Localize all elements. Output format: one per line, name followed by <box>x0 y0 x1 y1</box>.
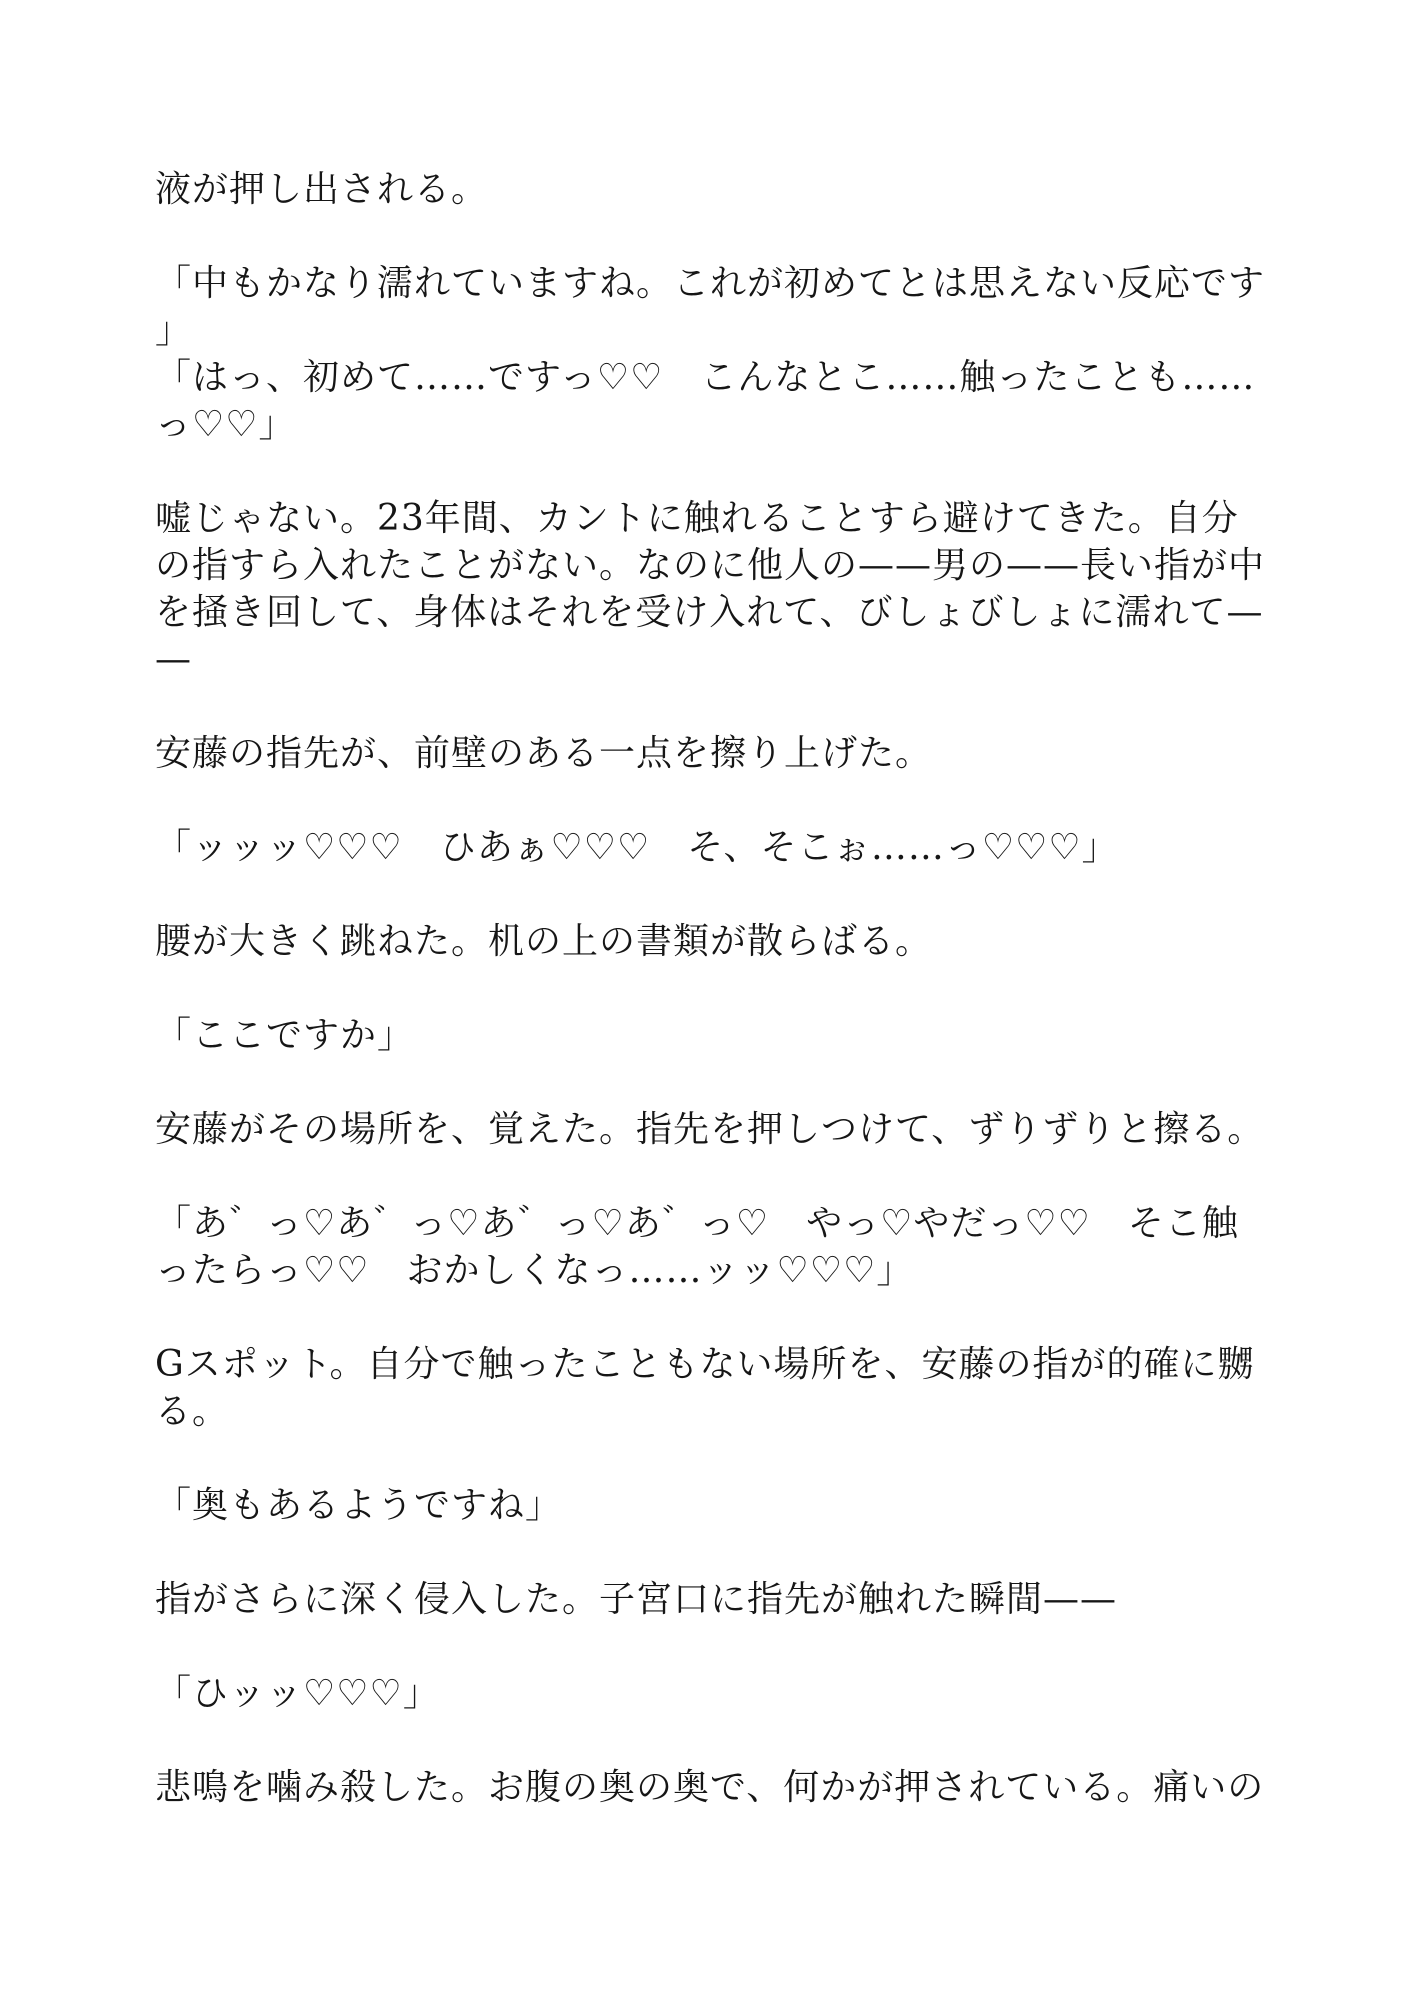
text-line: 安藤の指先が、前壁のある一点を擦り上げた。 <box>155 733 933 774</box>
text-line: 「ひッッ♡♡♡」 <box>155 1673 440 1714</box>
text-line: 「あ゛っ♡あ゛っ♡あ゛っ♡あ゛っ♡ やっ♡やだっ♡♡ そこ触 <box>155 1203 1239 1244</box>
text-line: ったらっ♡♡ おかしくなっ……ッッ♡♡♡」 <box>155 1250 914 1291</box>
text-line: 「ッッッ♡♡♡ ひあぁ♡♡♡ そ、そこぉ……っ♡♡♡」 <box>155 827 1119 868</box>
text-line: 」 <box>155 310 193 351</box>
paragraph-block <box>155 166 1265 213</box>
paragraph-block <box>155 260 1265 448</box>
paragraph-block <box>155 730 1265 777</box>
paragraph-block <box>155 824 1265 871</box>
text-line: 「はっ、初めて……ですっ♡♡ こんなとこ……触ったことも…… <box>155 357 1256 398</box>
text-line: 液が押し出される。 <box>155 169 489 210</box>
paragraph-block <box>155 1106 1265 1153</box>
paragraph-block <box>155 918 1265 965</box>
text-line: 「奥もあるようですね」 <box>155 1485 563 1526</box>
text-line: 腰が大きく跳ねた。机の上の書類が散らばる。 <box>155 921 933 962</box>
paragraph-block <box>155 1200 1265 1294</box>
text-line: の指すら入れたことがない。なのに他人の——男の——長い指が中 <box>155 545 1266 586</box>
text-line: 指がさらに深く侵入した。子宮口に指先が触れた瞬間—— <box>155 1579 1118 1620</box>
paragraph-block <box>155 1482 1265 1529</box>
text-line: — <box>155 639 192 680</box>
paragraph-block <box>155 1576 1265 1623</box>
text-line: 「ここですか」 <box>155 1015 415 1056</box>
text-content <box>155 166 1265 1811</box>
text-line: Gスポット。自分で触ったこともない場所を、安藤の指が的確に嬲 <box>155 1344 1255 1385</box>
text-line: 安藤がその場所を、覚えた。指先を押しつけて、ずりずりと擦る。 <box>155 1109 1265 1150</box>
text-line: っ♡♡」 <box>155 404 296 445</box>
text-line: 「中もかなり濡れていますね。これが初めてとは思えない反応です <box>155 263 1266 304</box>
paragraph-block <box>155 1670 1265 1717</box>
paragraph-block <box>155 1341 1265 1435</box>
paragraph-block <box>155 495 1265 683</box>
text-line: 嘘じゃない。23年間、カントに触れることすら避けてきた。自分 <box>155 498 1239 539</box>
text-line: 悲鳴を噛み殺した。お腹の奥の奥で、何かが押されている。痛いの <box>155 1767 1265 1808</box>
paragraph-block <box>155 1012 1265 1059</box>
text-line: を掻き回して、身体はそれを受け入れて、びしょびしょに濡れて— <box>155 592 1264 633</box>
text-line: る。 <box>155 1391 230 1432</box>
paragraph-block <box>155 1764 1265 1811</box>
